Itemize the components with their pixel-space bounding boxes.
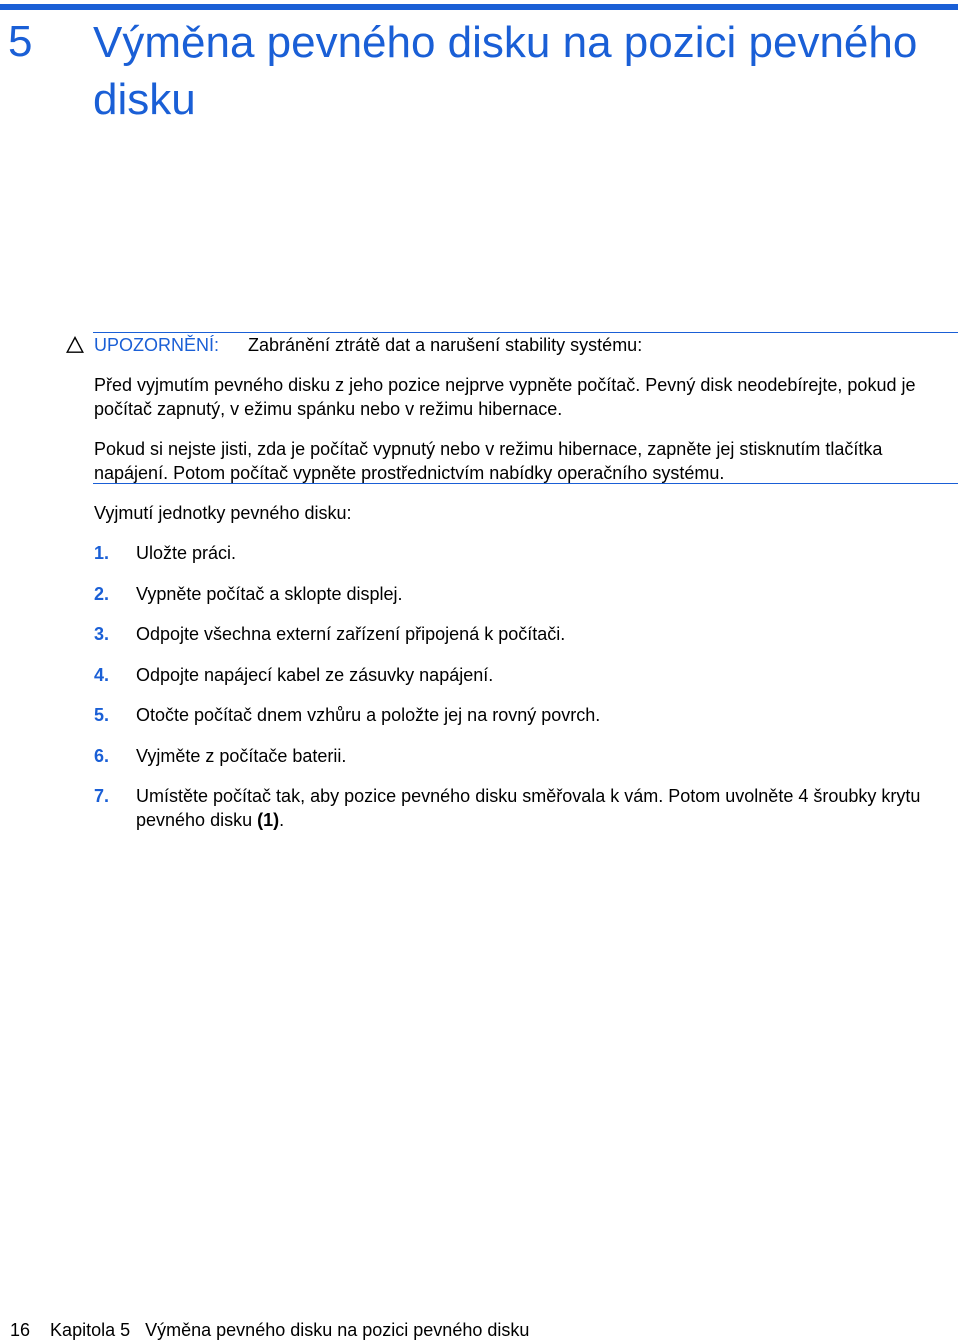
warning-triangle-icon [66,336,84,354]
caution-rule-bottom [93,483,958,484]
page-number: 16 [10,1320,31,1340]
chapter-number: 5 [8,17,33,66]
step-text-main: Umístěte počítač tak, aby pozice pevného disku směřovala k vám. Potom uvolněte 4 šroubky krytu pevného disku [136,786,921,830]
list-item [94,664,960,688]
step-number: 7. [94,786,110,806]
procedure-steps [94,542,960,849]
footer-chapter-label: Kapitola 5 [50,1320,131,1340]
step-number: 6. [94,745,110,766]
procedure-intro: Vyjmutí jednotky pevného disku: [94,503,352,523]
chapter-top-rule [0,4,958,10]
caution-rule-top [93,332,958,333]
step-number: 4. [94,664,110,685]
page-footer [10,1319,529,1342]
caution-label: UPOZORNĚNÍ: [94,335,220,355]
step-text: Uložte práci. [136,543,237,563]
caution-paragraph-1: Před vyjmutím pevného disku z jeho pozice nejprve vypněte počítač. Pevný disk neodebírejte, pokud je počítač zapnutý, v ežimu spánku nebo v režimu hibernace. [94,375,916,419]
list-item [94,785,960,832]
step-text: Vyjměte z počítače baterii. [136,745,347,766]
step-number: 2. [94,583,110,604]
step-text: Vypněte počítač a sklopte displej. [136,583,403,604]
step-text: Otočte počítač dnem vzhůru a položte jej na rovný povrch. [136,705,601,725]
step-text-end: . [279,809,285,830]
list-item [94,583,960,607]
caution-paragraph-2: Pokud si nejste jisti, zda je počítač vypnutý nebo v režimu hibernace, zapněte jej stisknutím tlačítka napájení. Potom počítač vypněte prostřednictvím nabídky operačního systému. [94,439,883,483]
step-number: 1. [94,543,110,563]
footer-chapter-title: Výměna pevného disku na pozici pevného disku [145,1320,530,1340]
list-item [94,704,960,728]
step-number: 5. [94,705,110,725]
step-text: Odpojte všechna externí zařízení připojená k počítači. [136,624,566,644]
caution-text: Zabránění ztrátě dat a narušení stability systému: [248,335,643,355]
list-item [94,542,960,566]
step-number: 3. [94,624,110,644]
list-item [94,623,960,647]
callout-number: (1) [257,809,280,830]
step-text [136,785,960,832]
chapter-title: Výměna pevného disku na pozici pevného disku [93,18,918,124]
list-item [94,745,960,769]
step-text: Odpojte napájecí kabel ze zásuvky napájení. [136,664,494,685]
